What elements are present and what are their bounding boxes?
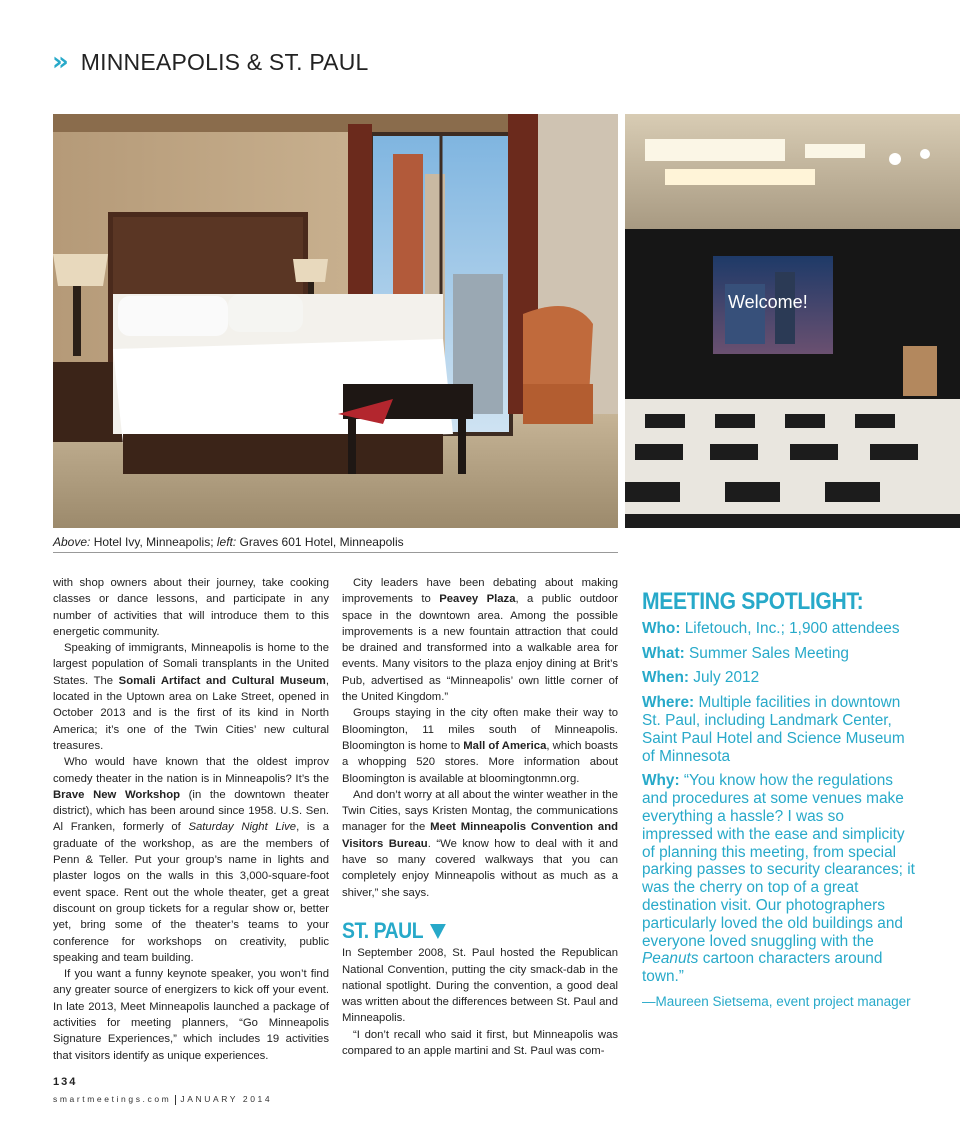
caption-left-label: left: — [216, 535, 237, 549]
hotel-ivy-photo — [53, 114, 618, 528]
meeting-spotlight-sidebar — [642, 588, 917, 1010]
site-name: smartmeetings.com — [53, 1094, 172, 1104]
spotlight-when: When: July 2012 — [642, 669, 760, 687]
paragraph: City leaders have been debating about making improvements to Peavey Plaza, a public outdoor space in the downtown area. Among the possible improvements is a new fountain attraction that could be drained and transformed into a walkable area for events. Many visitors to the plaza enjoy dining at Brit’s Pub, advertised as “Minneapolis’ own little corner of the United Kingdom.” — [342, 577, 618, 704]
mall-of-america-name: Mall of America — [463, 739, 547, 752]
page-number: 134 — [53, 1076, 78, 1088]
section-header — [52, 46, 369, 78]
triangle-down-icon — [430, 924, 446, 939]
st-paul-heading: ST. PAUL — [342, 923, 585, 939]
article-column-1 — [53, 575, 329, 1064]
photo-caption — [53, 535, 618, 553]
brave-new-workshop-name: Brave New Workshop — [53, 788, 180, 801]
meet-minneapolis-name: Meet Minneapolis Convention and Visitors Bureau — [342, 821, 618, 850]
paragraph: Speaking of immigrants, Minneapolis is home to the largest population of Somali transplants in the United States. The Somali Artifact and Cultural Museum, located in the Uptown area on Lake Street, opened in October 2013 and is the first of its kind in North America; it’s one of the Twin Cities’ new cultural treasures. — [53, 642, 329, 752]
graves-601-ballroom-photo — [625, 114, 960, 528]
somali-museum-name: Somali Artifact and Cultural Museum — [118, 674, 326, 687]
peavey-plaza-name: Peavey Plaza — [439, 593, 516, 606]
caption-above-text: Hotel Ivy, Minneapolis; — [90, 535, 217, 549]
paragraph: with shop owners about their journey, take cooking classes or dance lessons, and participate in any number of activities that will introduce them to this energetic community. — [53, 577, 329, 638]
spotlight-what: What: Summer Sales Meeting — [642, 644, 849, 662]
paragraph: “I don’t recall who said it first, but Minneapolis was compared to an apple martini and St. Paul was com- — [342, 1028, 618, 1058]
welcome-screen-text: Welcome! — [728, 292, 808, 312]
publication-line — [53, 1094, 272, 1105]
paragraph: In September 2008, St. Paul hosted the Republican National Convention, putting the city smack-dab in the national spotlight. During the convention, a good deal was written about the differences between St. Paul and Minneapolis. — [342, 947, 618, 1025]
caption-above-label: Above: — [53, 535, 91, 549]
paragraph: Groups staying in the city often make their way to Bloomington, 11 miles south of Minneapolis. Bloomington is home to Mall of America, which boasts a whopping 520 stores. More information about Bloomington is available at bloomingtonmn.org. — [342, 707, 618, 785]
article-column-2 — [342, 575, 618, 1059]
section-title: MINNEAPOLIS & ST. PAUL — [80, 48, 369, 75]
divider — [175, 1095, 176, 1105]
page-footer — [53, 1076, 272, 1105]
spotlight-who: Who: Lifetouch, Inc.; 1,900 attendees — [642, 619, 900, 637]
paragraph: If you want a funny keynote speaker, you won’t find any greater source of energizers to kick off your event. In late 2013, Meet Minneapolis launched a package of activities for meeting planners, “Go Minneapolis Signature Experiences,” which includes 19 activities that visitors identify as unique experiences. — [53, 968, 329, 1062]
spotlight-attribution: —Maureen Sietsema, event project manager — [642, 993, 911, 1009]
spotlight-where: Where: Multiple facilities in downtown St. Paul, including Landmark Center, Saint Paul Hotel and Science Museum of Minnesota — [642, 694, 905, 765]
spotlight-why: Why: “You know how the regulations and procedures at some venues make everything a hassle? I was so impressed with the ease and simplicity of planning this meeting, from special parking passes to security clearances; it was the cherry on top of a great destination visit. Our photographers particularly loved the old buildings and everyone loved snuggling with the Peanuts cartoon characters around town.” — [642, 772, 915, 986]
spotlight-title: MEETING SPOTLIGHT: — [642, 588, 864, 615]
caption-left-text: Graves 601 Hotel, Minneapolis — [236, 535, 404, 549]
issue-date: JANUARY 2014 — [180, 1094, 273, 1104]
double-chevron-icon: » — [52, 47, 63, 77]
paragraph: And don’t worry at all about the winter weather in the Twin Cities, says Kristen Montag, the communications manager for the Meet Minneapolis Convention and Visitors Bureau. “We know how to deal with it and have so many covered walkways that you can completely enjoy Minneapolis without as much as a shiver,” she says. — [342, 788, 618, 899]
paragraph: Who would have known that the oldest improv comedy theater in the nation is in Minneapolis? It’s the Brave New Workshop (in the downtown theater district), which has been around since 1958. U.S. Sen. Al Franken, formerly of Saturday Night Live, is a graduate of the workshop, as are the members of Penn & Teller. Put your group’s name in lights and plaster logos on the walls in this 3,000-square-foot event space. Rent out the whole theater, get a great discount on group tickets for a regular show or, better yet, bring some of the theater’s teams to your conference for workshops on creativity, public speaking and team building. — [53, 756, 329, 964]
